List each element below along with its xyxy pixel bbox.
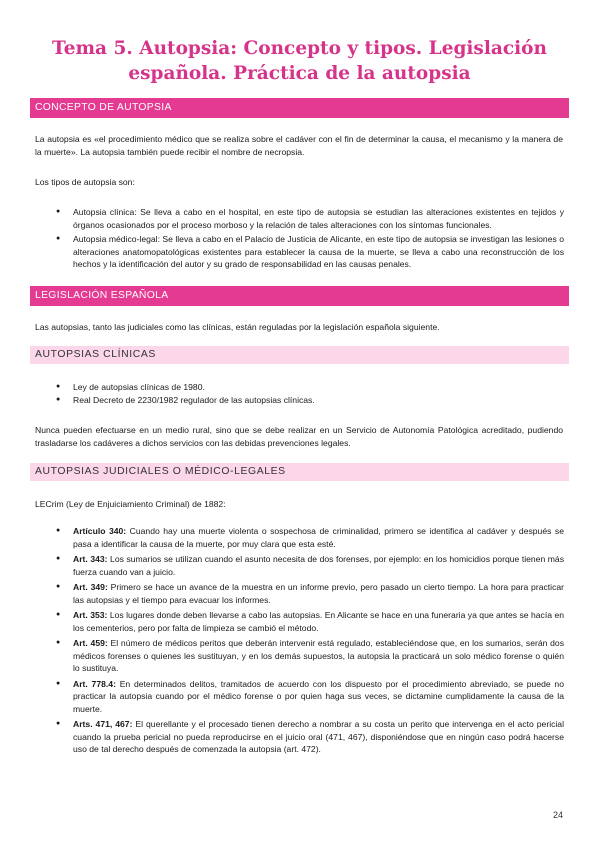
tipos-list [56, 206, 564, 271]
article-ref: Art. 343: [73, 554, 108, 564]
page-number: 24 [553, 810, 564, 820]
article-text: Los sumarios se utilizan cuando el asunto necesita de dos forenses, por ejemplo: en los homicidios porque tienen más fuerza cuando van a juicio. [73, 554, 564, 577]
list-item: ● Ley de autopsias clínicas de 1980. [56, 381, 564, 394]
articles-list [56, 525, 564, 756]
legislacion-intro: Las autopsias, tanto las judiciales como las clínicas, están reguladas por la legislación española siguiente. [35, 322, 440, 332]
tipos-intro: Los tipos de autopsia son: [35, 177, 135, 187]
clinicas-list [56, 381, 564, 406]
article-text: El querellante y el procesado tienen derecho a nombrar a su costa un perito que intervenga en el acto pericial cuando la prueba pericial no pueda reproducirse en el juicio oral (471, 467), disponiéndose que en ningún caso podrá hacerse uso de tal derecho después de comenzada la autopsia (art. 472). [73, 719, 564, 754]
article-text: En determinados delitos, tramitados de acuerdo con los dispuesto por el procedimiento abreviado, se puede no practicar la autopsia cuando por el médico forense o por quien haga sus veces, se dictamine cumplidamente la causa de la muerte. [73, 678, 564, 714]
list-item [56, 718, 564, 756]
article-text: Primero se hace un avance de la muestra en un informe previo, pero pasado un cierto tiempo. La hora para practicar las autopsias y el tiempo para evacuar los informes. [73, 582, 565, 605]
article-ref: Art. 778.4: [73, 678, 116, 689]
list-item [56, 609, 564, 634]
list-item: ● Autopsia médico-legal: Se lleva a cabo en el Palacio de Justicia de Alicante, en este tipo de autopsia se investigan las lesiones o alteraciones anatomopatológicas existentes para establecer la causa de la muerte, se lleva a cabo una reconstrucción de los hechos y la identificación del autor y su grado de responsabilidad en las causas penales. [56, 233, 564, 271]
list-item [56, 553, 564, 578]
clinicas-note: Nunca pueden efectuarse en un medio rural, sino que se debe realizar en un Servicio de Autonomía Patológica acreditado, pudiendo trasladarse los cadáveres a dichos servicios con las debidas prevenciones legales. [35, 425, 563, 448]
article-text: Los lugares donde deben llevarse a cabo las autopsias. En Alicante se hace en una funeraria ya que antes se hacía en los cementerios, pero por falta de limpieza se cambió el método. [73, 610, 564, 633]
list-item: ● Real Decreto de 2230/1982 regulador de las autopsias clínicas. [56, 394, 564, 407]
article-ref: Artículo 340: [73, 526, 127, 536]
article-ref: Art. 459: [73, 638, 108, 648]
page-title: Tema 5. Autopsia: Concepto y tipos. Legislación española. Práctica de la autopsia [52, 38, 547, 84]
section-heading-legislacion: LEGISLACIÓN ESPAÑOLA [30, 286, 569, 306]
list-item [56, 581, 564, 606]
article-ref: Arts. 471, 467: [73, 719, 133, 729]
concepto-intro: La autopsia es «el procedimiento médico que se realiza sobre el cadáver con el fin de determinar la causa, el mecanismo y la manera de la muerte». La autopsia también puede recibir el nombre de necropsia. [35, 134, 563, 157]
article-text: El número de médicos peritos que deberán intervenir está regulado, estableciéndose que, en los sumarios, serán dos médicos forenses o quienes les sustituyan, y en los demás supuestos, la autopsia la practicará un solo médico forense o quién lo sustituya. [73, 638, 564, 673]
list-item [56, 678, 564, 716]
section-heading-clinicas: AUTOPSIAS CLÍNICAS [30, 346, 569, 364]
article-text: Cuando hay una muerte violenta o sospechosa de criminalidad, primero se identifica al cadáver y después se pasa a identificar la causa de la muerte, por muy clara que esta esté. [73, 526, 564, 549]
section-heading-judiciales: AUTOPSIAS JUDICIALES O MÉDICO-LEGALES [30, 463, 569, 481]
article-ref: Art. 349: [73, 582, 108, 592]
list-item [56, 525, 564, 550]
article-ref: Art. 353: [73, 610, 108, 620]
section-heading-concepto: CONCEPTO DE AUTOPSIA [30, 98, 569, 118]
list-item: ● Autopsia clínica: Se lleva a cabo en el hospital, en este tipo de autopsia se estudian las alteraciones existentes en tejidos y órganos ocasionados por el proceso morboso y la relación de tales alteraciones con los síntomas funcionales. [56, 206, 564, 231]
list-item [56, 637, 564, 675]
law-intro: LECrim (Ley de Enjuiciamiento Criminal) de 1882: [35, 499, 226, 509]
